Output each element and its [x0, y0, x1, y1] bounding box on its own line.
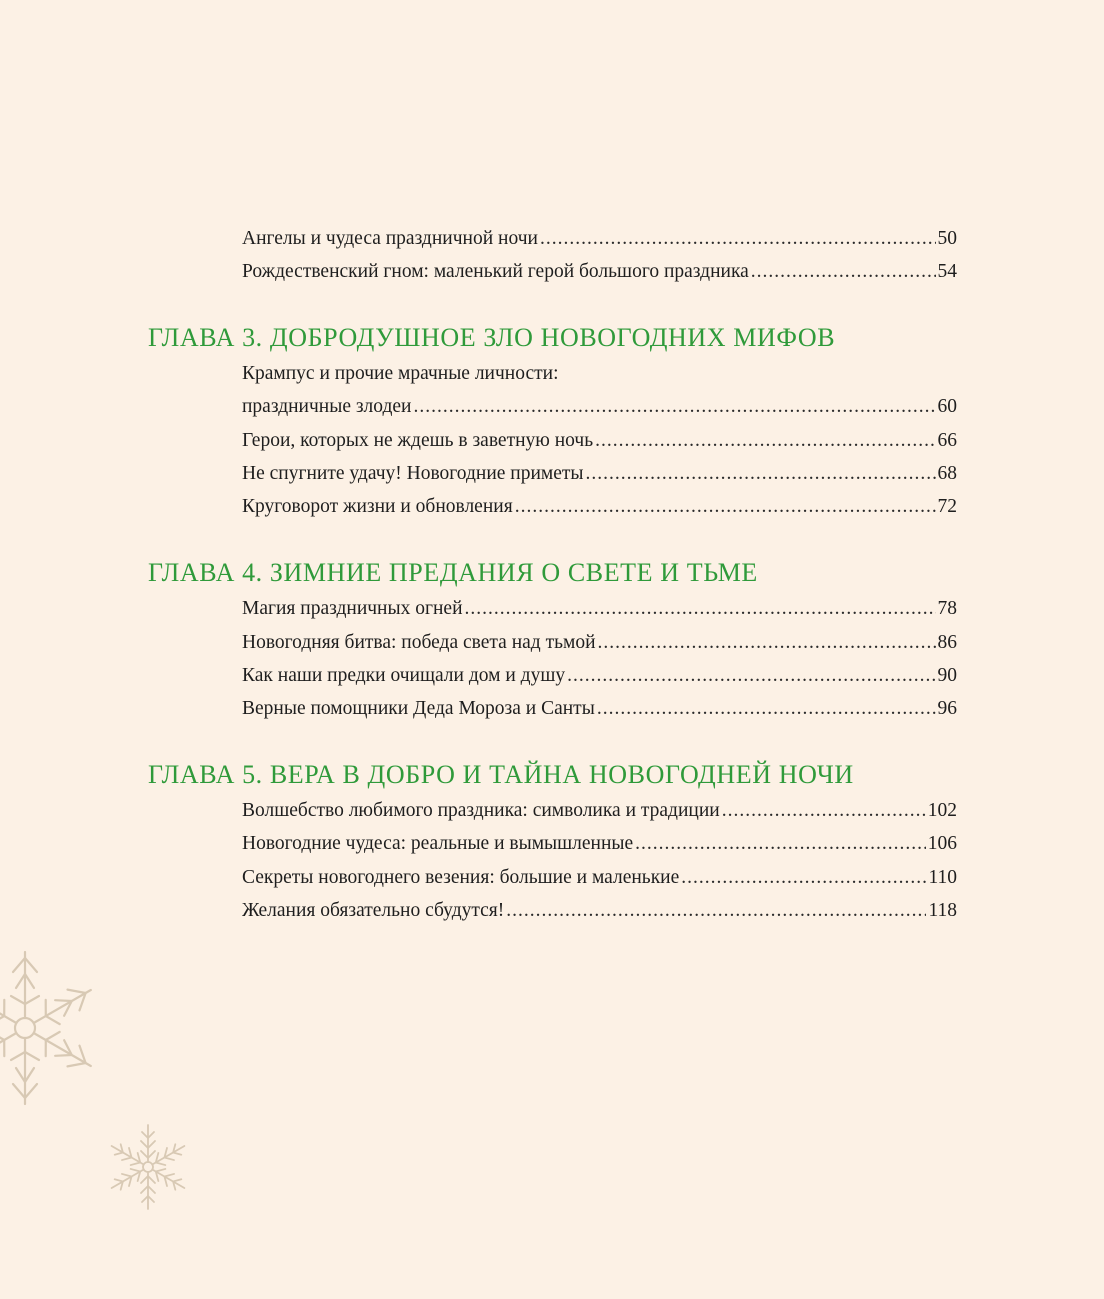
toc-entry-page: 90 [937, 665, 957, 686]
toc-entry[interactable] [242, 390, 957, 424]
toc-entry-page: 66 [937, 430, 957, 451]
toc-entry[interactable] [242, 626, 957, 660]
toc-entry[interactable] [242, 692, 957, 726]
toc-entry-title: Волшебство любимого праздника: символика и традиции [242, 800, 720, 821]
dot-leader [540, 222, 936, 256]
toc-entry[interactable] [242, 794, 957, 828]
toc-entry-title: Крампус и прочие мрачные личности: [242, 363, 559, 384]
snowflake-large-icon [0, 948, 105, 1108]
dot-leader [515, 490, 936, 524]
dot-leader [751, 255, 936, 289]
toc-entry[interactable] [242, 222, 957, 256]
toc-entry[interactable] [242, 357, 957, 391]
toc-entry-title: праздничные злодеи [242, 396, 412, 417]
toc-entry-page: 54 [937, 261, 957, 282]
toc-entry-title: Секреты новогоднего везения: большие и маленькие [242, 867, 680, 888]
toc-entry[interactable] [242, 255, 957, 289]
chapter-3-heading[interactable]: ГЛАВА 3. ДОБРОДУШНОЕ ЗЛО НОВОГОДНИХ МИФОВ [148, 323, 836, 352]
dot-leader [567, 659, 935, 693]
toc-entry[interactable] [242, 457, 957, 491]
toc-entry-page: 60 [937, 396, 957, 417]
toc-entry-page: 86 [937, 632, 957, 653]
toc-entry-title: Рождественский гном: маленький герой большого праздника [242, 261, 749, 282]
toc-entry[interactable] [242, 424, 957, 458]
toc-entry-page: 106 [927, 833, 957, 854]
chapter-5-heading[interactable]: ГЛАВА 5. ВЕРА В ДОБРО И ТАЙНА НОВОГОДНЕЙ НОЧИ [148, 760, 854, 789]
toc-entry-page: 102 [927, 800, 957, 821]
toc-entry[interactable] [242, 861, 957, 895]
toc-entry-title: Ангелы и чудеса праздничной ночи [242, 228, 538, 249]
dot-leader [595, 424, 935, 458]
toc-entry[interactable] [242, 659, 957, 693]
toc-entry-page: 78 [937, 598, 957, 619]
toc-entry[interactable] [242, 490, 957, 524]
toc-entry-page: 68 [937, 463, 957, 484]
dot-leader [598, 626, 936, 660]
toc-entry-title: Новогодние чудеса: реальные и вымышленные [242, 833, 634, 854]
toc-entry-title: Круговорот жизни и обновления [242, 496, 513, 517]
toc-entry[interactable] [242, 894, 957, 928]
dot-leader [635, 827, 926, 861]
dot-leader [506, 894, 926, 928]
dot-leader [681, 861, 926, 895]
snowflake-small-icon [106, 1123, 190, 1211]
toc-entry-title: Не спугните удачу! Новогодние приметы [242, 463, 584, 484]
toc-entry-title: Желания обязательно сбудутся! [242, 900, 505, 921]
dot-leader [586, 457, 936, 491]
dot-leader [465, 592, 936, 626]
toc-entry-page: 96 [937, 698, 957, 719]
toc-entry-page: 110 [928, 867, 957, 888]
toc-entry[interactable] [242, 827, 957, 861]
toc-entry-page: 50 [937, 228, 957, 249]
toc-entry-title: Верные помощники Деда Мороза и Санты [242, 698, 595, 719]
toc-entry-title: Как наши предки очищали дом и душу [242, 665, 566, 686]
toc-entry-title: Новогодняя битва: победа света над тьмой [242, 632, 596, 653]
chapter-4-heading[interactable]: ГЛАВА 4. ЗИМНИЕ ПРЕДАНИЯ О СВЕТЕ И ТЬМЕ [148, 558, 758, 587]
dot-leader [414, 390, 936, 424]
dot-leader [597, 692, 936, 726]
toc-entry-page: 118 [928, 900, 957, 921]
dot-leader [722, 794, 926, 828]
toc-entry[interactable] [242, 592, 957, 626]
toc-entry-title: Герои, которых не ждешь в заветную ночь [242, 430, 594, 451]
toc-entry-title: Магия праздничных огней [242, 598, 463, 619]
toc-entry-page: 72 [937, 496, 957, 517]
